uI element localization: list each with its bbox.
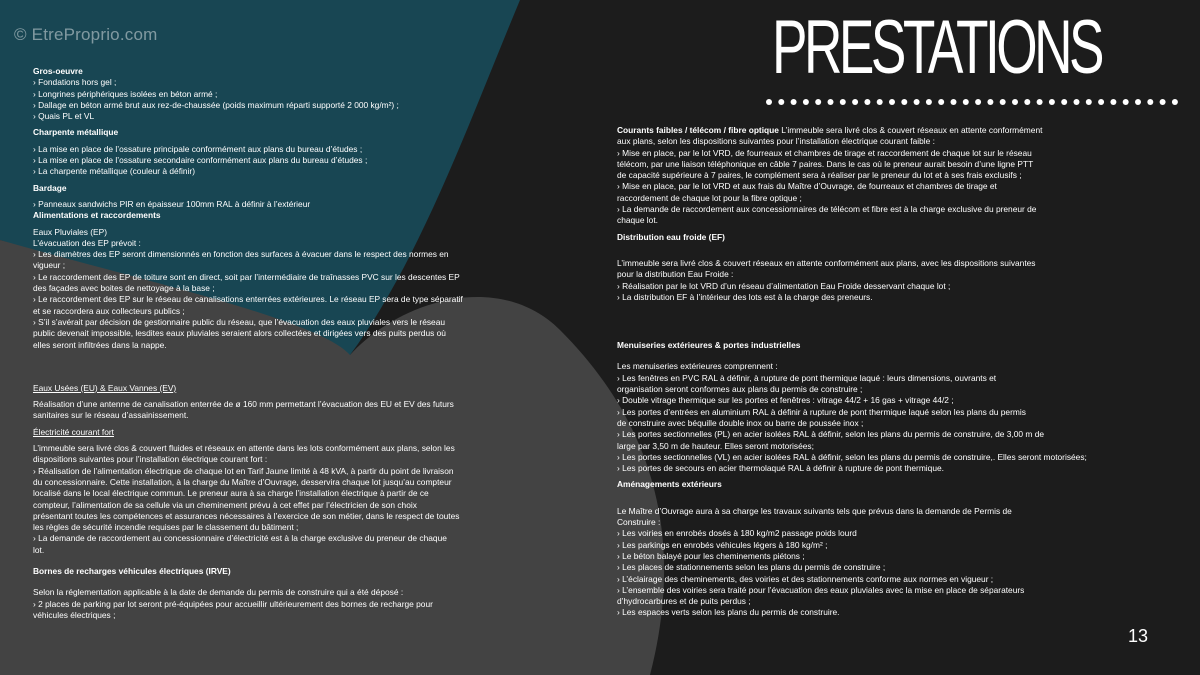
divider-dot bbox=[1123, 99, 1129, 105]
divider-dot bbox=[1061, 99, 1067, 105]
text-line: L’immeuble sera livré clos & couvert fluides et réseaux en attente dans les lots conformément aux plans, selon les bbox=[33, 443, 455, 454]
text-line: › Les portes sectionnelles (VL) en acier isolées RAL à définir, selon les plans du permis de construire,. Elles seront motorisées; bbox=[617, 451, 1087, 462]
divider-dot bbox=[1000, 99, 1006, 105]
text-line: › Les fenêtres en PVC RAL à définir, à rupture de pont thermique laqué : leurs dimensions, ouvrants et bbox=[617, 372, 997, 383]
text-line: véhicules électriques ; bbox=[33, 609, 116, 620]
text-line: › La demande de raccordement au concessionnaire d’électricité est à la charge exclusive du preneur de chaque bbox=[33, 533, 447, 544]
text-line: compteur, l’alimentation de sa cellule via un cheminement prévu à cet effet par l’électricien de son choix bbox=[33, 499, 417, 510]
text-line: présentant toutes les compétences et assurances nécessaires à l’exercice de son métier, dans le respect de toutes bbox=[33, 510, 460, 521]
divider-dot bbox=[926, 99, 932, 105]
text-line: › Les diamètres des EP seront dimensionnés en fonction des surfaces à évacuer dans le respect des normes en bbox=[33, 249, 449, 260]
list-bornes bbox=[33, 587, 503, 621]
divider-dot bbox=[864, 99, 870, 105]
text-line: Construire : bbox=[617, 517, 661, 528]
divider-dot bbox=[1086, 99, 1092, 105]
text-line: aux plans, selon les dispositions suivantes pour l’installation électrique courant faible : bbox=[617, 136, 935, 147]
text-line: › La mise en place de l’ossature secondaire conformément aux plans du bureau d’études ; bbox=[33, 155, 368, 166]
text-line: sanitaires sur le réseau d’assainissement. bbox=[33, 410, 189, 421]
text-line: › Les espaces verts selon les plans du permis de construire. bbox=[617, 607, 840, 618]
text-line: public devenait impossible, lesdites eaux pluviales seraient alors collectées et dirigées vers des puits perdus où bbox=[33, 328, 446, 339]
text-line: › La mise en place de l’ossature principale conformément aux plans du bureau d’études ; bbox=[33, 143, 363, 154]
text-line: raccordement de chaque lot pour la fibre optique ; bbox=[617, 192, 802, 203]
left-column bbox=[33, 66, 503, 621]
list-alimentations bbox=[33, 249, 503, 351]
text-line: › La charpente métallique (couleur à définir) bbox=[33, 166, 196, 177]
right-column bbox=[617, 125, 1137, 619]
text-line: › La distribution EF à l’intérieur des lots est à la charge des preneurs. bbox=[617, 291, 873, 302]
text-line: Le Maître d’Ouvrage aura à sa charge les travaux suivants tels que prévus dans la demande de Permis de bbox=[617, 505, 1012, 516]
text-line: › Les portes de secours en acier thermolaqué RAL à définir à rupture de pont thermique. bbox=[617, 463, 944, 474]
divider-dot bbox=[889, 99, 895, 105]
text-line: › Les portes d’entrées en aluminium RAL à définir à rupture de pont thermique laqué selon les plans du permis bbox=[617, 406, 1026, 417]
text-line: L’immeuble sera livré clos & couvert réseaux en attente conformément aux plans, avec les dispositions suivantes bbox=[617, 257, 1036, 268]
page-number: 13 bbox=[1128, 626, 1149, 646]
divider-dot bbox=[901, 99, 907, 105]
divider-dot bbox=[877, 99, 883, 105]
section-heading-eaux-usees: Eaux Usées (EU) & Eaux Vannes (EV) bbox=[33, 382, 177, 393]
dotted-divider bbox=[765, 97, 1185, 107]
section-heading-eau-froide: Distribution eau froide (EF) bbox=[617, 231, 725, 242]
section-heading-gros-oeuvre: Gros-oeuvre bbox=[33, 66, 83, 76]
text-line: › Double vitrage thermique sur les portes et fenêtres : vitrage 44/2 + 16 gas + vitrage 44/2 ; bbox=[617, 395, 954, 406]
text-line: les règles de sécurité incendie requises par le classement du bâtiment ; bbox=[33, 522, 299, 533]
divider-dot bbox=[1049, 99, 1055, 105]
divider-dot bbox=[914, 99, 920, 105]
divider-dot bbox=[1024, 99, 1030, 105]
text-line: › 2 places de parking par lot seront pré-équipées pour accueillir ultérieurement des bornes de recharge pour bbox=[33, 598, 433, 609]
divider-dot bbox=[975, 99, 981, 105]
divider-dot bbox=[840, 99, 846, 105]
list-charpente bbox=[33, 144, 503, 178]
text-line: › Les portes sectionnelles (PL) en acier isolées RAL à définir, selon les plans du permis de construire, de 3,00 m de bbox=[617, 429, 1045, 440]
text-line: et se raccordera aux collecteurs publics ; bbox=[33, 305, 185, 316]
divider-dot bbox=[803, 99, 809, 105]
section-heading-charpente: Charpente métallique bbox=[33, 127, 119, 138]
text-line: › Le raccordement des EP sur le réseau de canalisations enterrées extérieures. Le réseau EP sera de type séparatif bbox=[33, 294, 463, 305]
text-line: › Mise en place, par le lot VRD et aux frais du Maître d’Ouvrage, de fourreaux et chambres de tirage et bbox=[617, 181, 997, 192]
text-line: › S’il s’avérait par décision de gestionnaire public du réseau, que l’évacuation des eaux pluviales vers le réseau bbox=[33, 316, 446, 327]
text-line: lot. bbox=[33, 544, 45, 555]
list-eau-froide bbox=[617, 258, 1137, 303]
text-line: › Le béton balayé pour les cheminements piétons ; bbox=[617, 550, 805, 561]
text-line: organisation seront conformes aux plans du permis de construire ; bbox=[617, 384, 863, 395]
list-menuiseries bbox=[617, 361, 1137, 474]
text-line: chaque lot. bbox=[617, 215, 658, 226]
list-eaux-usees bbox=[33, 399, 503, 422]
text-line: de capacité supérieure à 7 paires, le complément sera à réaliser par le preneur du lot et à ses frais exclusifs ; bbox=[617, 170, 1022, 181]
text-line: pour la distribution Eau Froide : bbox=[617, 269, 734, 280]
list-bardage bbox=[33, 199, 503, 210]
list-gros-oeuvre bbox=[33, 77, 503, 122]
divider-dot bbox=[778, 99, 784, 105]
courants-faibles-intro: L’immeuble sera livré clos & couvert réseaux en attente conformément bbox=[778, 125, 1043, 135]
text-line: › Panneaux sandwichs PIR en épaisseur 100mm RAL à définir à l’extérieur bbox=[33, 198, 311, 209]
divider-dot bbox=[1135, 99, 1141, 105]
section-heading-amenagements: Aménagements extérieurs bbox=[617, 479, 722, 490]
text-line: elles seront infiltrées dans la nappe. bbox=[33, 339, 167, 350]
section-heading-bornes: Bornes de recharges véhicules électriques (IRVE) bbox=[33, 565, 231, 576]
text-line: › Fondations hors gel ; bbox=[33, 77, 117, 88]
divider-dot bbox=[852, 99, 858, 105]
text-line: › La demande de raccordement aux concessionnaires de télécom et fibre est à la charge exclusive du preneur de bbox=[617, 204, 1037, 215]
list-courants-faibles bbox=[617, 136, 1137, 226]
text-line: Les menuiseries extérieures comprennent : bbox=[617, 361, 778, 372]
divider-dot bbox=[1037, 99, 1043, 105]
divider-dot bbox=[1160, 99, 1166, 105]
text-line: Selon la réglementation applicable à la date de demande du permis de construire qui a été déposé : bbox=[33, 587, 404, 598]
section-heading-bardage: Bardage bbox=[33, 182, 67, 193]
divider-dot bbox=[951, 99, 957, 105]
divider-dot bbox=[815, 99, 821, 105]
text-line: › Dallage en béton armé brut aux rez-de-chaussée (poids maximum réparti supporté 2 000 kg/m²) ; bbox=[33, 99, 399, 110]
text-line: du concessionnaire. Cette installation, à la charge du Maître d’Ouvrage, desservira chaque lot jusqu’au compteur bbox=[33, 476, 452, 487]
section-heading-menuiseries: Menuiseries extérieures & portes industrielles bbox=[617, 340, 801, 351]
text-line: dispositions suivantes pour l’installation électrique courant fort : bbox=[33, 454, 268, 465]
text-line: › Réalisation de l’alimentation électrique de chaque lot en Tarif Jaune limité à 48 kVA, à partir du point de livraison bbox=[33, 465, 454, 476]
text-line: vigueur ; bbox=[33, 260, 66, 271]
text-line: › Réalisation par le lot VRD d’un réseau d’alimentation Eau Froide desservant chaque lot ; bbox=[617, 280, 951, 291]
divider-dot bbox=[1012, 99, 1018, 105]
divider-dot bbox=[766, 99, 772, 105]
text-line: des façades avec boites de nettoyage à la base ; bbox=[33, 283, 215, 294]
divider-dot bbox=[938, 99, 944, 105]
text-line: › L’éclairage des cheminements, des voiries et des stationnements conforme aux normes en vigueur ; bbox=[617, 573, 994, 584]
text-line: › Les parkings en enrobés véhicules légers à 180 kg/m² ; bbox=[617, 539, 828, 550]
divider-dot bbox=[1098, 99, 1104, 105]
text-line: › Le raccordement des EP de toiture sont en direct, soit par l’intermédiaire de traînasses PVC sur les descentes EP bbox=[33, 271, 460, 282]
divider-dot bbox=[963, 99, 969, 105]
text-line: › Quais PL et VL bbox=[33, 111, 95, 122]
text-line: localisé dans le local électrique commun. Le preneur aura à sa charge l’installation électrique à partir de ce bbox=[33, 488, 429, 499]
subheading-evacuation: L’évacuation des EP prévoit : bbox=[33, 237, 141, 248]
text-line: d’hydrocarbures et de puits perdus ; bbox=[617, 596, 751, 607]
section-heading-electricite: Électricité courant fort bbox=[33, 426, 114, 437]
text-line: télécom, par une liaison téléphonique en câble 7 paires. Dans le cas où le preneur aurait besoin d’une ligne PTT bbox=[617, 158, 1034, 169]
text-line: de construire avec béquille double inox ou barre de poussée inox ; bbox=[617, 417, 864, 428]
watermark: © EtreProprio.com bbox=[14, 25, 158, 44]
courants-faibles-first-line bbox=[617, 125, 1137, 136]
section-heading-courants-faibles: Courants faibles / télécom / fibre optique bbox=[617, 125, 779, 135]
text-line: › Mise en place, par le lot VRD, de fourreaux et chambres de tirage et raccordement de chaque lot sur le réseau bbox=[617, 147, 1032, 158]
divider-dot bbox=[828, 99, 834, 105]
divider-dot bbox=[1172, 99, 1178, 105]
text-line: large par 3,50 m de hauteur. Elles seront motorisées; bbox=[617, 440, 814, 451]
list-electricite bbox=[33, 443, 503, 556]
page-title: PRESTATIONS bbox=[772, 5, 1102, 90]
text-line: › Les voiries en enrobés dosés à 180 kg/m2 passage poids lourd bbox=[617, 528, 857, 539]
subheading-eaux-pluviales: Eaux Pluviales (EP) bbox=[33, 226, 108, 237]
text-line: Réalisation d’une antenne de canalisation enterrée de ø 160 mm permettant l’évacuation des EU et EV des futurs bbox=[33, 399, 454, 410]
list-amenagements bbox=[617, 506, 1137, 619]
section-heading-alimentations: Alimentations et raccordements bbox=[33, 210, 161, 221]
text-line: › Longrines périphériques isolées en béton armé ; bbox=[33, 88, 218, 99]
divider-dot bbox=[791, 99, 797, 105]
divider-dot bbox=[987, 99, 993, 105]
text-line: › Les places de stationnements selon les plans du permis de construire ; bbox=[617, 562, 886, 573]
divider-dot bbox=[1074, 99, 1080, 105]
text-line: › L’ensemble des voiries sera traité pour l’évacuation des eaux pluviales avec la mise en place de séparateurs bbox=[617, 584, 1025, 595]
divider-dot bbox=[1147, 99, 1153, 105]
divider-dot bbox=[1110, 99, 1116, 105]
